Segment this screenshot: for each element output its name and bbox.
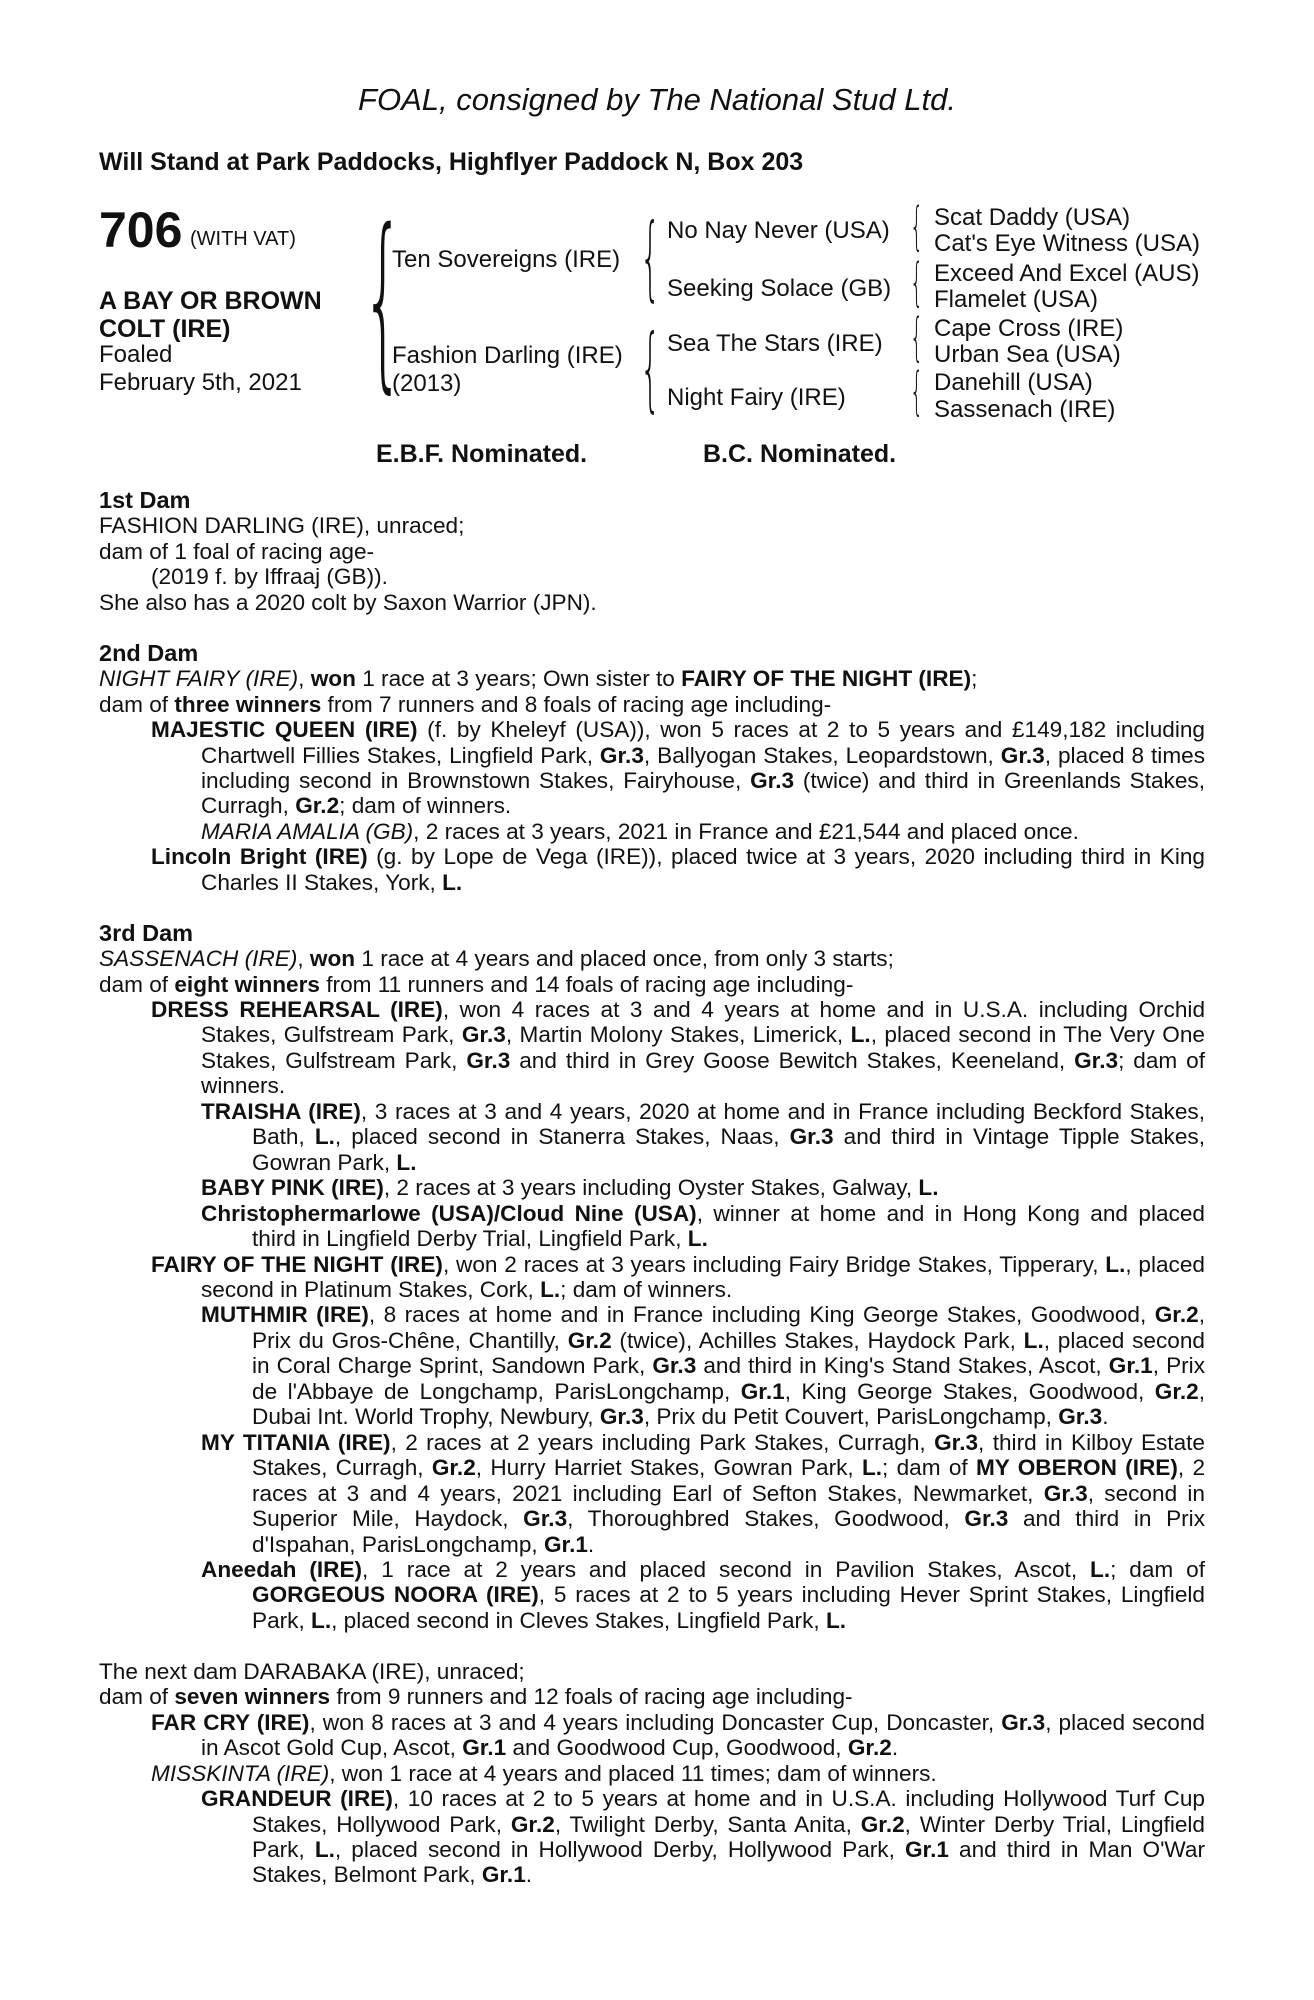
foaled-date: February 5th, 2021: [99, 369, 302, 396]
ebf-nomination: E.B.F. Nominated.: [376, 440, 588, 468]
horse-name: FAIRY OF THE NIGHT (IRE): [151, 1251, 443, 1277]
sd-sire: Exceed And Excel (AUS): [934, 260, 1200, 287]
produce-entry: FAR CRY (IRE), won 8 races at 3 and 4 years including Doncaster Cup, Doncaster, Gr.3, placed second in Ascot Gold Cup, Ascot, Gr.1 and Goodwood Cup, Goodwood, Gr.2.: [151, 1709, 1205, 1761]
foaled-info: [99, 341, 302, 397]
horse-description: [99, 287, 369, 343]
pedigree-brace-ds: {: [910, 308, 924, 368]
first-dam-line: dam of 1 foal of racing age-: [99, 538, 375, 564]
horse-name: TRAISHA (IRE): [201, 1098, 361, 1124]
first-dam-heading: 1st Dam: [99, 487, 191, 513]
produce-entry: FAIRY OF THE NIGHT (IRE), won 2 races at 3 years including Fairy Bridge Stakes, Tipperary, L., placed second in Platinum Stakes, Cork, L.; dam of winners.: [151, 1251, 1205, 1303]
dam-dam: Night Fairy (IRE): [667, 384, 846, 411]
produce-entry: MUTHMIR (IRE), 8 races at home and in France including King George Stakes, Goodwood, Gr.2, Prix du Gros-Chêne, Chantilly, Gr.2 (twice), Achilles Stakes, Haydock Park, L., placed second in Coral Charge Sprint, Sandown Park, Gr.3 and third in King's Stand Stakes, Ascot, Gr.1, Prix de l'Abbaye de Longchamp, ParisLongchamp, Gr.1, King George Stakes, Goodwood, Gr.2, Dubai Int. World Trophy, Newbury, Gr.3, Prix du Petit Couvert, ParisLongchamp, Gr.3.: [201, 1302, 1206, 1430]
first-dam-line: She also has a 2020 colt by Saxon Warrior (JPN).: [99, 589, 597, 615]
produce-entry: BABY PINK (IRE), 2 races at 3 years including Oyster Stakes, Galway, L.: [201, 1175, 939, 1201]
horse-name: FAR CRY (IRE): [151, 1709, 310, 1735]
third-dam-line: dam of eight winners from 11 runners and 14 foals of racing age including-: [99, 971, 854, 997]
horse-name: DRESS REHEARSAL (IRE): [151, 997, 443, 1023]
produce-record: [99, 488, 1205, 1888]
dd-sire: Danehill (USA): [934, 369, 1093, 396]
horse-name: GRANDEUR (IRE): [201, 1786, 393, 1812]
ss-dam: Cat's Eye Witness (USA): [934, 230, 1200, 257]
horse-name: MARIA AMALIA (GB): [201, 818, 414, 844]
dam-name: NIGHT FAIRY (IRE): [99, 666, 299, 692]
produce-entry: Lincoln Bright (IRE) (g. by Lope de Vega (IRE)), placed twice at 3 years, 2020 including third in King Charles II Stakes, York, L.: [151, 844, 1205, 895]
lot-number: 706: [99, 202, 183, 258]
produce-entry: MAJESTIC QUEEN (IRE) (f. by Kheleyf (USA)), won 5 races at 2 to 5 years and £149,182 including Chartwell Fillies Stakes, Lingfield Park, Gr.3, Ballyogan Stakes, Leopardstown, Gr.3, placed 8 times including second in Brownstown Stakes, Fairyhouse, Gr.3 (twice) and third in Greenlands Stakes, Curragh, Gr.2; dam of winners.: [151, 717, 1206, 819]
produce-entry: Aneedah (IRE), 1 race at 2 years and placed second in Pavilion Stakes, Ascot, L.; dam of GORGEOUS NOORA (IRE), 5 races at 2 to 5 years including Hever Sprint Stakes, Lingfield Park, L., placed second in Cleves Stakes, Lingfield Park, L.: [201, 1557, 1205, 1633]
next-dam-line: The next dam DARABAKA (IRE), unraced;: [99, 1658, 525, 1684]
third-dam-section: [99, 921, 1205, 1634]
pedigree-brace-sire: {: [640, 204, 661, 311]
sex-line-1: A BAY OR BROWN: [99, 287, 322, 315]
horse-name: MUTHMIR (IRE): [201, 1302, 369, 1328]
foaled-label: Foaled: [99, 341, 173, 368]
first-dam-line: FASHION DARLING (IRE), unraced;: [99, 513, 465, 539]
second-dam-line: NIGHT FAIRY (IRE), won 1 race at 3 years; Own sister to FAIRY OF THE NIGHT (IRE);: [99, 666, 978, 692]
sire-sire: No Nay Never (USA): [667, 217, 890, 244]
horse-name: MY TITANIA (IRE): [201, 1429, 391, 1455]
first-dam-line: (2019 f. by Iffraaj (GB)).: [151, 564, 388, 590]
second-dam-heading: 2nd Dam: [99, 639, 199, 666]
horse-name: MAJESTIC QUEEN (IRE): [151, 717, 418, 743]
second-dam-section: [99, 641, 1205, 896]
produce-entry: MY TITANIA (IRE), 2 races at 2 years including Park Stakes, Curragh, Gr.3, third in Kilboy Estate Stakes, Curragh, Gr.2, Hurry Harriet Stakes, Gowran Park, L.; dam of MY OBERON (IRE), 2 races at 3 and 4 years, 2021 including Earl of Sefton Stakes, Newmarket, Gr.3, second in Superior Mile, Haydock, Gr.3, Thoroughbred Stakes, Goodwood, Gr.3 and third in Prix d'Ispahan, ParisLongchamp, Gr.1.: [201, 1429, 1206, 1557]
second-dam-line: dam of three winners from 7 runners and 8 foals of racing age including-: [99, 691, 832, 717]
ds-sire: Cape Cross (IRE): [934, 315, 1124, 342]
pedigree-brace-sd: {: [910, 253, 924, 313]
horse-name: GORGEOUS NOORA (IRE): [252, 1582, 539, 1608]
third-dam-line: SASSENACH (IRE), won 1 race at 4 years and placed once, from only 3 starts;: [99, 946, 894, 972]
horse-name: Lincoln Bright (IRE): [151, 844, 368, 870]
sire: Ten Sovereigns (IRE): [392, 246, 621, 273]
next-dam-line: dam of seven winners from 9 runners and 12 foals of racing age including-: [99, 1684, 853, 1710]
pedigree-brace-dd: {: [910, 362, 924, 422]
third-dam-heading: 3rd Dam: [99, 919, 194, 946]
horse-name: MISSKINTA (IRE): [151, 1760, 330, 1786]
ds-dam: Urban Sea (USA): [934, 341, 1121, 368]
bc-nomination: B.C. Nominated.: [703, 440, 897, 468]
dam-year: (2013): [392, 370, 462, 397]
dam-sire: Sea The Stars (IRE): [667, 330, 883, 357]
pedigree-brace-ss: {: [910, 197, 924, 257]
produce-entry: Christophermarlowe (USA)/Cloud Nine (USA), winner at home and in Hong Kong and placed third in Lingfield Derby Trial, Lingfield Park, L.: [201, 1200, 1205, 1252]
sd-dam: Flamelet (USA): [934, 286, 1099, 313]
vat-note: (WITH VAT): [190, 228, 296, 250]
produce-entry: GRANDEUR (IRE), 10 races at 2 to 5 years at home and in U.S.A. including Hollywood Turf Cup Stakes, Hollywood Park, Gr.2, Twilight Derby, Santa Anita, Gr.2, Winter Derby Trial, Lingfield Park, L., placed second in Hollywood Derby, Hollywood Park, Gr.1 and third in Man O'War Stakes, Belmont Park, Gr.1.: [201, 1786, 1205, 1888]
pedigree-brace-main: {: [362, 189, 405, 410]
stand-location: Will Stand at Park Paddocks, Highflyer Paddock N, Box 203: [99, 148, 804, 176]
produce-entry: TRAISHA (IRE), 3 races at 3 and 4 years, 2020 at home and in France including Beckford Stakes, Bath, L., placed second in Stanerra Stakes, Naas, Gr.3 and third in Vintage Tipple Stakes, Gowran Park, L.: [201, 1098, 1205, 1175]
consignor-line: FOAL, consigned by The National Stud Ltd.: [358, 82, 956, 117]
dd-dam: Sassenach (IRE): [934, 396, 1116, 423]
ss-sire: Scat Daddy (USA): [934, 204, 1131, 231]
produce-entry: MARIA AMALIA (GB), 2 races at 3 years, 2021 in France and £21,544 and placed once.: [201, 818, 1079, 844]
sex-line-2: COLT (IRE): [99, 315, 231, 343]
horse-name: MY OBERON (IRE): [975, 1455, 1178, 1481]
horse-name: BABY PINK (IRE): [201, 1175, 384, 1201]
produce-entry: MISSKINTA (IRE), won 1 race at 4 years and placed 11 times; dam of winners.: [151, 1760, 937, 1786]
horse-name: Aneedah (IRE): [201, 1557, 363, 1582]
next-dam-section: [99, 1659, 1205, 1888]
horse-name: Christophermarlowe (USA)/Cloud Nine (USA): [201, 1200, 697, 1226]
dam-name: SASSENACH (IRE): [99, 946, 298, 972]
first-dam-section: [99, 488, 1205, 615]
sire-dam: Seeking Solace (GB): [667, 275, 892, 302]
dam: Fashion Darling (IRE): [392, 342, 623, 369]
produce-entry: DRESS REHEARSAL (IRE), won 4 races at 3 and 4 years at home and in U.S.A. including Orchid Stakes, Gulfstream Park, Gr.3, Martin Molony Stakes, Limerick, L., placed second in The Very One Stakes, Gulfstream Park, Gr.3 and third in Grey Goose Bewitch Stakes, Keeneland, Gr.3; dam of winners.: [151, 997, 1206, 1099]
pedigree-brace-dam: {: [640, 315, 661, 422]
